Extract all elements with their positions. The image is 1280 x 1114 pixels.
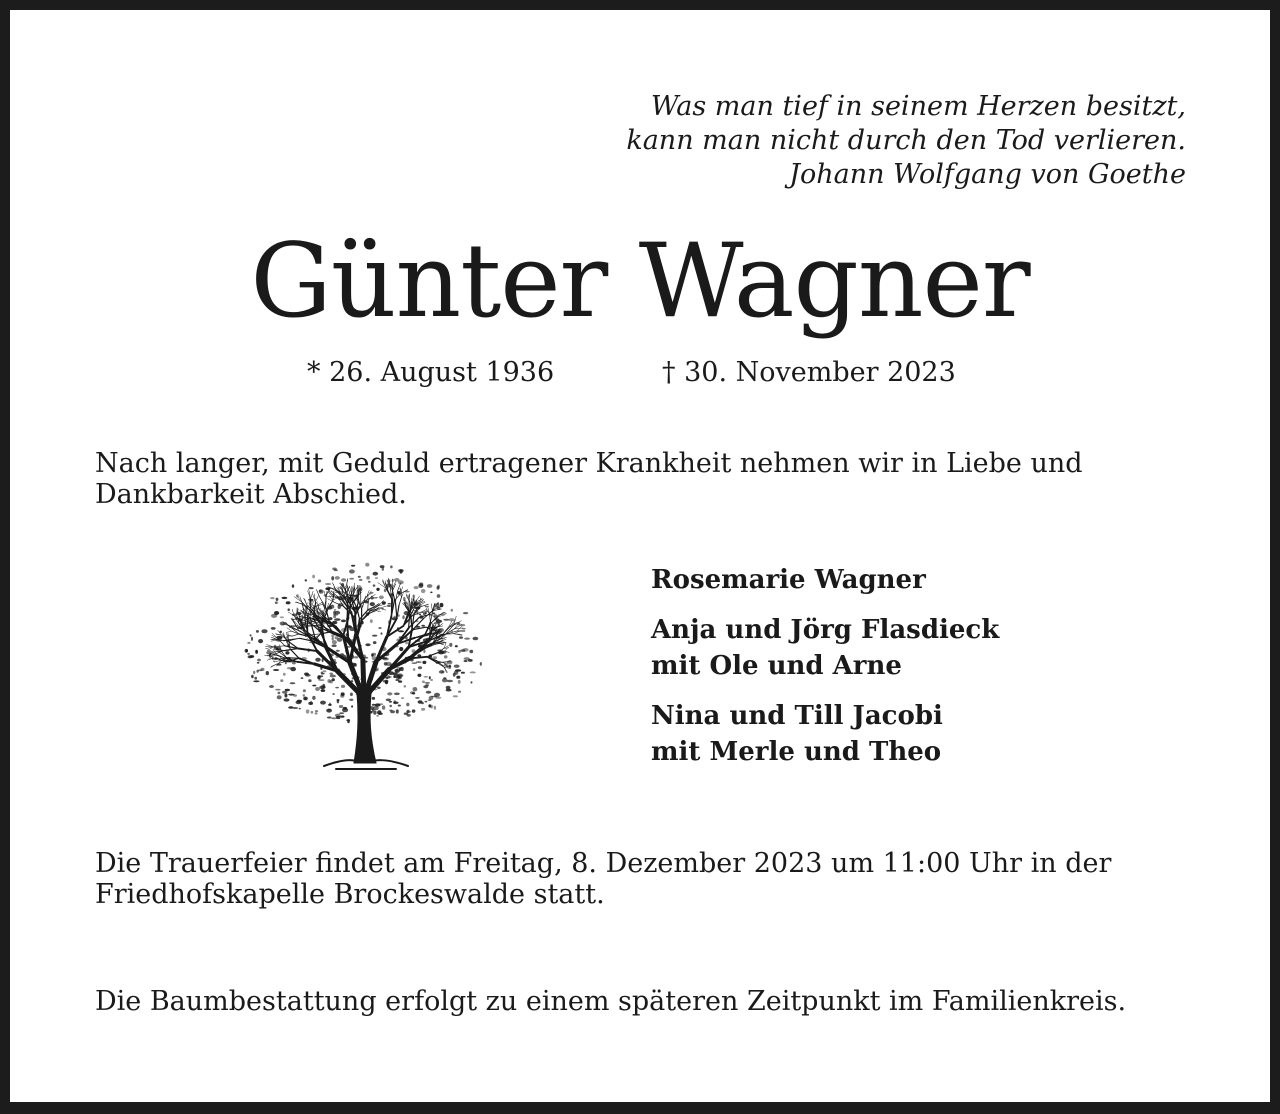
mourner-group [651, 562, 999, 598]
quote-line-2: kann man nicht durch den Tod verlieren. [626, 125, 1186, 156]
burial-info: Die Baumbestattung erfolgt zu einem späteren Zeitpunkt im Familienkreis. [95, 986, 1127, 1017]
mourner-line: Nina und Till Jacobi [651, 701, 943, 731]
tree-icon [236, 558, 492, 774]
funeral-info: Die Trauerfeier findet am Freitag, 8. Dezember 2023 um 11:00 Uhr in der Friedhofskapelle Brockeswalde statt. [95, 848, 1112, 910]
mourner-line: mit Ole und Arne [651, 651, 902, 681]
goethe-quote [626, 90, 1186, 192]
mourners-list [651, 562, 999, 784]
intro-text: Nach langer, mit Geduld ertragener Krankheit nehmen wir in Liebe und Dankbarkeit Abschied. [95, 448, 1083, 510]
mourner-line: mit Merle und Theo [651, 737, 942, 767]
birth-date: * 26. August 1936 [307, 357, 555, 388]
mourner-line: Anja und Jörg Flasdieck [651, 615, 1000, 645]
mourner-group [651, 612, 999, 684]
quote-author: Johann Wolfgang von Goethe [789, 159, 1186, 190]
mourner-line: Rosemarie Wagner [651, 565, 926, 595]
mourner-group [651, 698, 999, 770]
quote-line-1: Was man tief in seinem Herzen besitzt, [650, 91, 1186, 122]
deceased-name: Günter Wagner [250, 222, 1030, 341]
death-date: † 30. November 2023 [662, 357, 956, 388]
